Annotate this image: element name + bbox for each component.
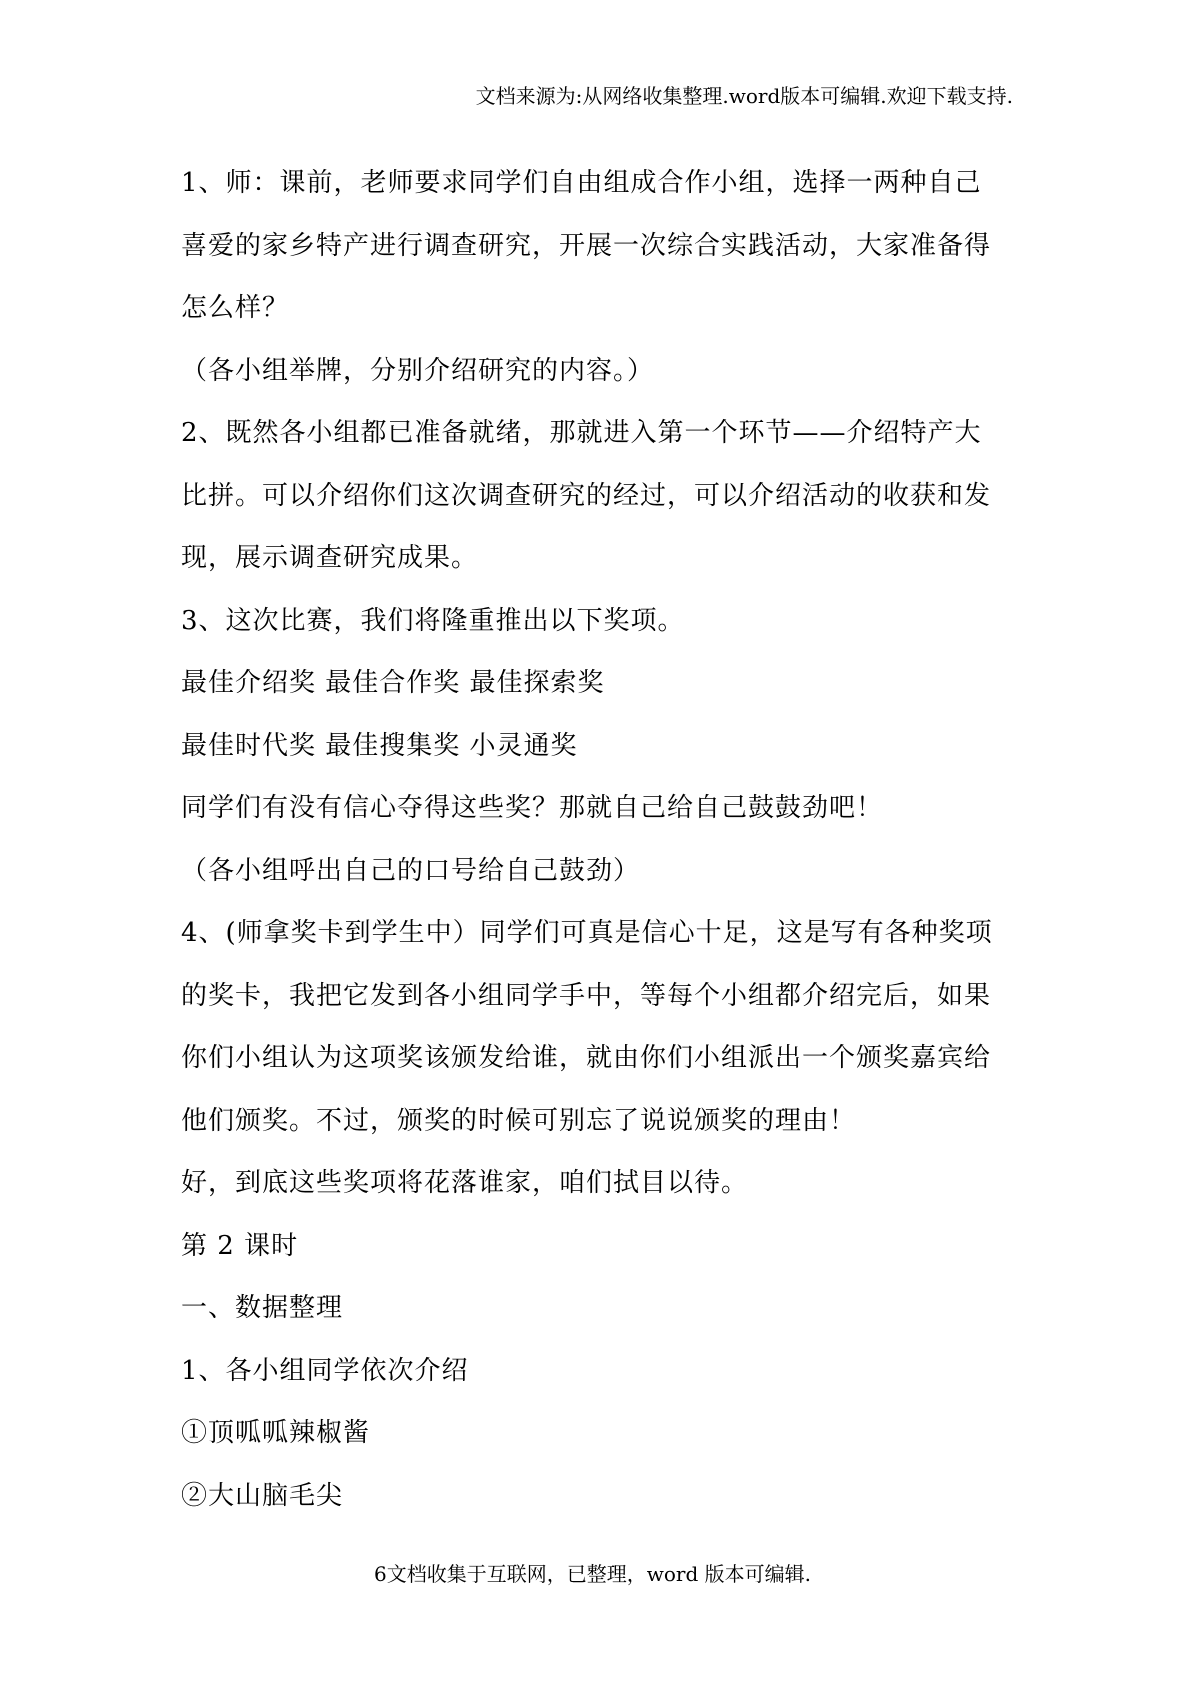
- paragraph-line: 1、各小组同学依次介绍: [181, 1355, 469, 1386]
- award-list-line: 最佳介绍奖 最佳合作奖 最佳探索奖: [181, 668, 605, 698]
- paragraph-line: 3、这次比赛，我们将隆重推出以下奖项。: [181, 605, 685, 636]
- paragraph-line: 他们颁奖。不过，颁奖的时候可别忘了说说颁奖的理由！: [181, 1105, 857, 1136]
- list-item: ①顶呱呱辣椒酱: [181, 1418, 371, 1448]
- paragraph-line: 你们小组认为这项奖该颁发给谁，就由你们小组派出一个颁奖嘉宾给: [181, 1043, 992, 1073]
- paragraph-line: （各小组举牌，分别介绍研究的内容。）: [181, 355, 655, 386]
- paragraph-line: 现，展示调查研究成果。: [181, 543, 479, 573]
- list-item: ②大山脑毛尖: [181, 1480, 344, 1511]
- paragraph-line: 喜爱的家乡特产进行调查研究，开展一次综合实践活动，大家准备得: [181, 230, 992, 261]
- paragraph-line: 4、(师拿奖卡到学生中）同学们可真是信心十足，这是写有各种奖项: [181, 918, 993, 948]
- paragraph-line: 2、既然各小组都已准备就绪，那就进入第一个环节——介绍特产大: [181, 418, 982, 448]
- paragraph-line: 好，到底这些奖项将花落谁家，咱们拭目以待。: [181, 1168, 749, 1198]
- paragraph-line: 的奖卡，我把它发到各小组同学手中，等每个小组都介绍完后，如果: [181, 980, 992, 1011]
- paragraph-line: 同学们有没有信心夺得这些奖？那就自己给自己鼓鼓劲吧！: [181, 793, 884, 823]
- paragraph-line: 1、师：课前，老师要求同学们自由组成合作小组，选择一两种自己: [181, 168, 982, 198]
- header-source-note: 文档来源为:从网络收集整理.word版本可编辑.欢迎下载支持.: [475, 84, 1013, 108]
- award-list-line: 最佳时代奖 最佳搜集奖 小灵通奖: [181, 730, 578, 761]
- paragraph-line: 怎么样？: [181, 293, 290, 323]
- section-heading: 第 2 课时: [181, 1230, 299, 1261]
- paragraph-line: 比拼。可以介绍你们这次调查研究的经过，可以介绍活动的收获和发: [181, 480, 992, 511]
- section-heading: 一、数据整理: [181, 1293, 344, 1323]
- paragraph-line: （各小组呼出自己的口号给自己鼓劲）: [181, 855, 641, 886]
- footer-note: 6文档收集于互联网，已整理，word 版本可编辑.: [374, 1562, 811, 1586]
- document-body: [181, 152, 1023, 1527]
